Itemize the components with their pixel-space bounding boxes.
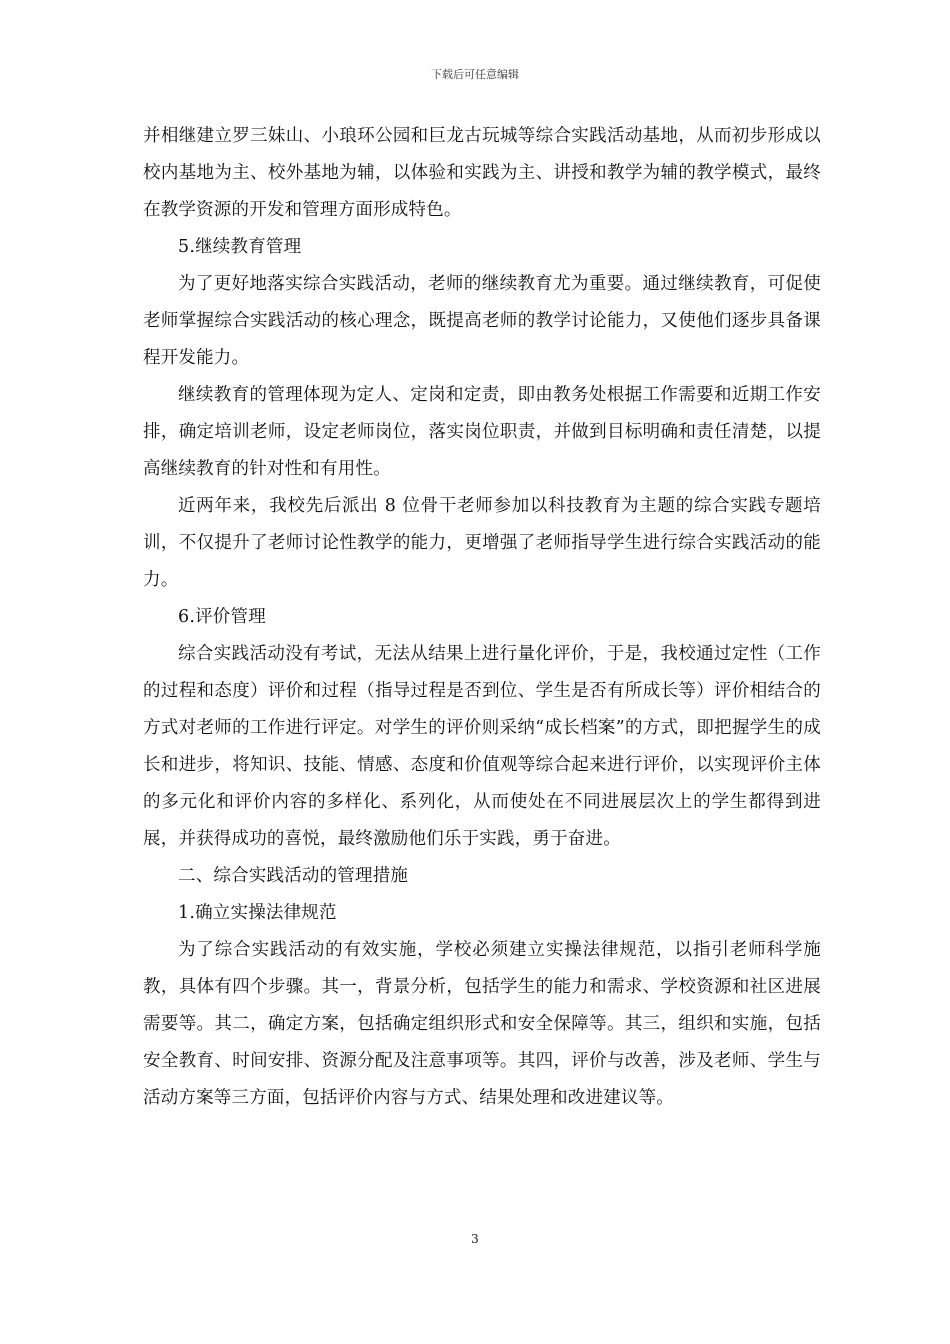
section-heading-norms: 1.确立实操法律规范 <box>178 903 337 923</box>
paragraph-continued: 并相继建立罗三妹山、小琅环公园和巨龙古玩城等综合实践活动基地，从而初步形成以校内基地为主、校外基地为辅，以体验和实践为主、讲授和教学为辅的教学模式，最终在教学资源的开发和管理方面形成特色。 <box>143 126 821 220</box>
page-number: 3 <box>471 1232 479 1246</box>
section-heading-evaluation: 6.评价管理 <box>178 607 266 627</box>
section-heading-management-measures: 二、综合实践活动的管理措施 <box>178 866 409 886</box>
page-header: 下载后可任意编辑 <box>431 68 519 81</box>
section-heading-continuing-education: 5.继续教育管理 <box>178 237 302 257</box>
paragraph: 继续教育的管理体现为定人、定岗和定责，即由教务处根据工作需要和近期工作安排，确定培训老师，设定老师岗位，落实岗位职责，并做到目标明确和责任清楚，以提高继续教育的针对性和有用性。 <box>143 385 821 479</box>
paragraph: 近两年来，我校先后派出 8 位骨干老师参加以科技教育为主题的综合实践专题培训，不仅提升了老师讨论性教学的能力，更增强了老师指导学生进行综合实践活动的能力。 <box>143 496 821 590</box>
paragraph: 综合实践活动没有考试，无法从结果上进行量化评价，于是，我校通过定性（工作的过程和态度）评价和过程（指导过程是否到位、学生是否有所成长等）评价相结合的方式对老师的工作进行评定。对学生的评价则采纳“成长档案”的方式，即把握学生的成长和进步，将知识、技能、情感、态度和价值观等综合起来进行评价，以实现评价主体的多元化和评价内容的多样化、系列化，从而使处在不同进展层次上的学生都得到进展，并获得成功的喜悦，最终激励他们乐于实践，勇于奋进。 <box>143 644 821 849</box>
document-body <box>143 118 821 1117</box>
paragraph: 为了综合实践活动的有效实施，学校必须建立实操法律规范，以指引老师科学施教，具体有四个步骤。其一，背景分析，包括学生的能力和需求、学校资源和社区进展需要等。其二，确定方案，包括确定组织形式和安全保障等。其三，组织和实施，包括安全教育、时间安排、资源分配及注意事项等。其四，评价与改善，涉及老师、学生与活动方案等三方面，包括评价内容与方式、结果处理和改进建议等。 <box>143 940 821 1108</box>
paragraph: 为了更好地落实综合实践活动，老师的继续教育尤为重要。通过继续教育，可促使老师掌握综合实践活动的核心理念，既提高老师的教学讨论能力，又使他们逐步具备课程开发能力。 <box>143 274 821 368</box>
